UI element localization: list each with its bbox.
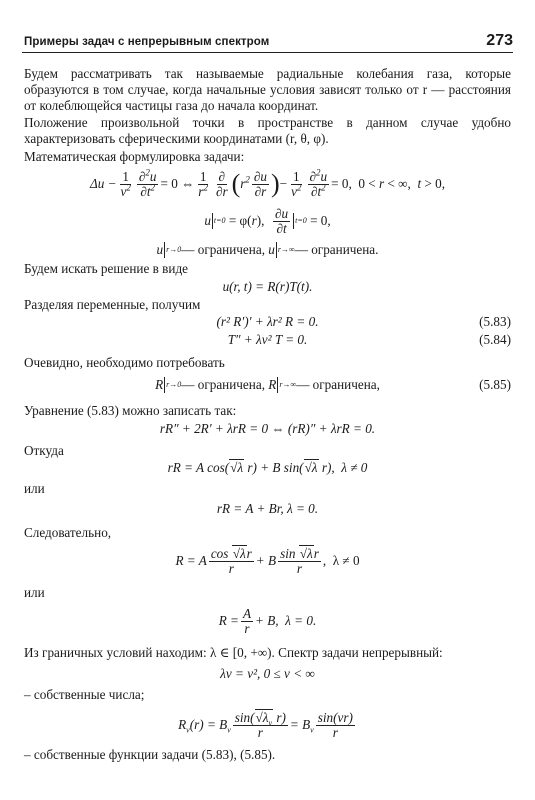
word-or-2: или xyxy=(24,585,45,600)
paragraph-spectrum: Из граничных условий находим: λ ∈ [0, +∞). Спектр задачи непрерывный: xyxy=(24,645,443,660)
paragraph-require: Очевидно, необходимо потребовать xyxy=(24,355,225,370)
paragraph-eigenvalues-label: – собственные числа; xyxy=(24,687,145,702)
paragraph-rewrite: Уравнение (5.83) можно записать так: xyxy=(24,403,237,418)
paragraph-intro: Будем рассматривать так называемые радиальные колебания газа, которые образуются в том случае, когда начальные условия зависят только от r — расстояния от колеблющейся частицы газа до начала координат. xyxy=(24,66,511,113)
paragraph-coordinates: Положение произвольной точки в пространстве в данном случае удобно характеризовать сферическими координатами (r, θ, φ). xyxy=(24,115,511,146)
equation-5-85: R r→0 — ограничена, R r→∞ — ограничена, (5.85) xyxy=(155,377,511,392)
equation-wave: Δu − $\frac{1}{v^2}$ $\frac{\partial^2u}{\partial t^2}$ = 0 ⇔ $\frac{1}{r^2}$ $\frac{\partial}{\partial r}$ ( $r^2$ $\frac{\partial u}{\partial r}$ ) − $\frac{1}{v^2}$ $\frac{\partial^2u}{\partial t^2}$ = 0, 0 < r < ∞, t > 0, xyxy=(89,167,446,199)
equation-5-84: T″ + λv² T = 0. (5.84) xyxy=(227,332,511,347)
equation-5-83: (r² R′)′ + λr² R = 0. (5.83) xyxy=(216,314,511,329)
equation-eigenfunctions: $R_\nu(r) = B_\nu$ $\frac{\sin(√\lambda_\nu r)}{r}$ = $B_\nu$ $\frac{\sin(\nu r)}{r}$ xyxy=(178,709,353,740)
equation-number-5-85: (5.85) xyxy=(479,377,511,392)
equation-boundary: u r→0 — ограничена, u r→∞ — ограничена. xyxy=(156,242,379,257)
page-number: 273 xyxy=(486,32,513,49)
paragraph-whence: Откуда xyxy=(24,443,64,458)
equation-eigenvalues: λν = ν², 0 ≤ ν < ∞ xyxy=(220,666,315,681)
equation-rewrite: rR″ + 2R′ + λrR = 0 ⇔ (rR)″ + λrR = 0. xyxy=(159,421,376,436)
paragraph-therefore: Следовательно, xyxy=(24,525,112,540)
word-or-1: или xyxy=(24,481,45,496)
paragraph-separate: Разделяя переменные, получим xyxy=(24,297,201,312)
equation-number-5-84: (5.84) xyxy=(479,332,511,347)
paragraph-formulation: Математическая формулировка задачи: xyxy=(24,149,245,164)
equation-solution-2: rR = A + Br, λ = 0. xyxy=(216,501,319,516)
paragraph-eigenfunctions-label: – собственные функции задачи (5.83), (5.85). xyxy=(24,747,276,762)
paragraph-search: Будем искать решение в виде xyxy=(24,261,189,276)
equation-initial: u t=0 = φ(r), $\frac{\partial u}{\partial t}$ t=0 = 0, xyxy=(204,205,331,236)
page-body xyxy=(24,66,511,763)
equation-solution-1: rR = A cos(√λ r) + B sin(√λ r), λ ≠ 0 xyxy=(167,460,368,475)
running-title: Примеры задач с непрерывным спектром xyxy=(24,36,270,48)
equation-number-5-83: (5.83) xyxy=(479,314,511,329)
running-header xyxy=(22,26,513,53)
equation-solution-4: R = $\frac{A}{r}$ + B, λ = 0. xyxy=(218,605,317,636)
equation-separation: u(r, t) = R(r)T(t). xyxy=(222,279,313,294)
equation-solution-3: R = A $\frac{\cos √\lambda r}{r}$ + B $\frac{\sin √\lambda r}{r}$ , λ ≠ 0 xyxy=(175,545,360,576)
